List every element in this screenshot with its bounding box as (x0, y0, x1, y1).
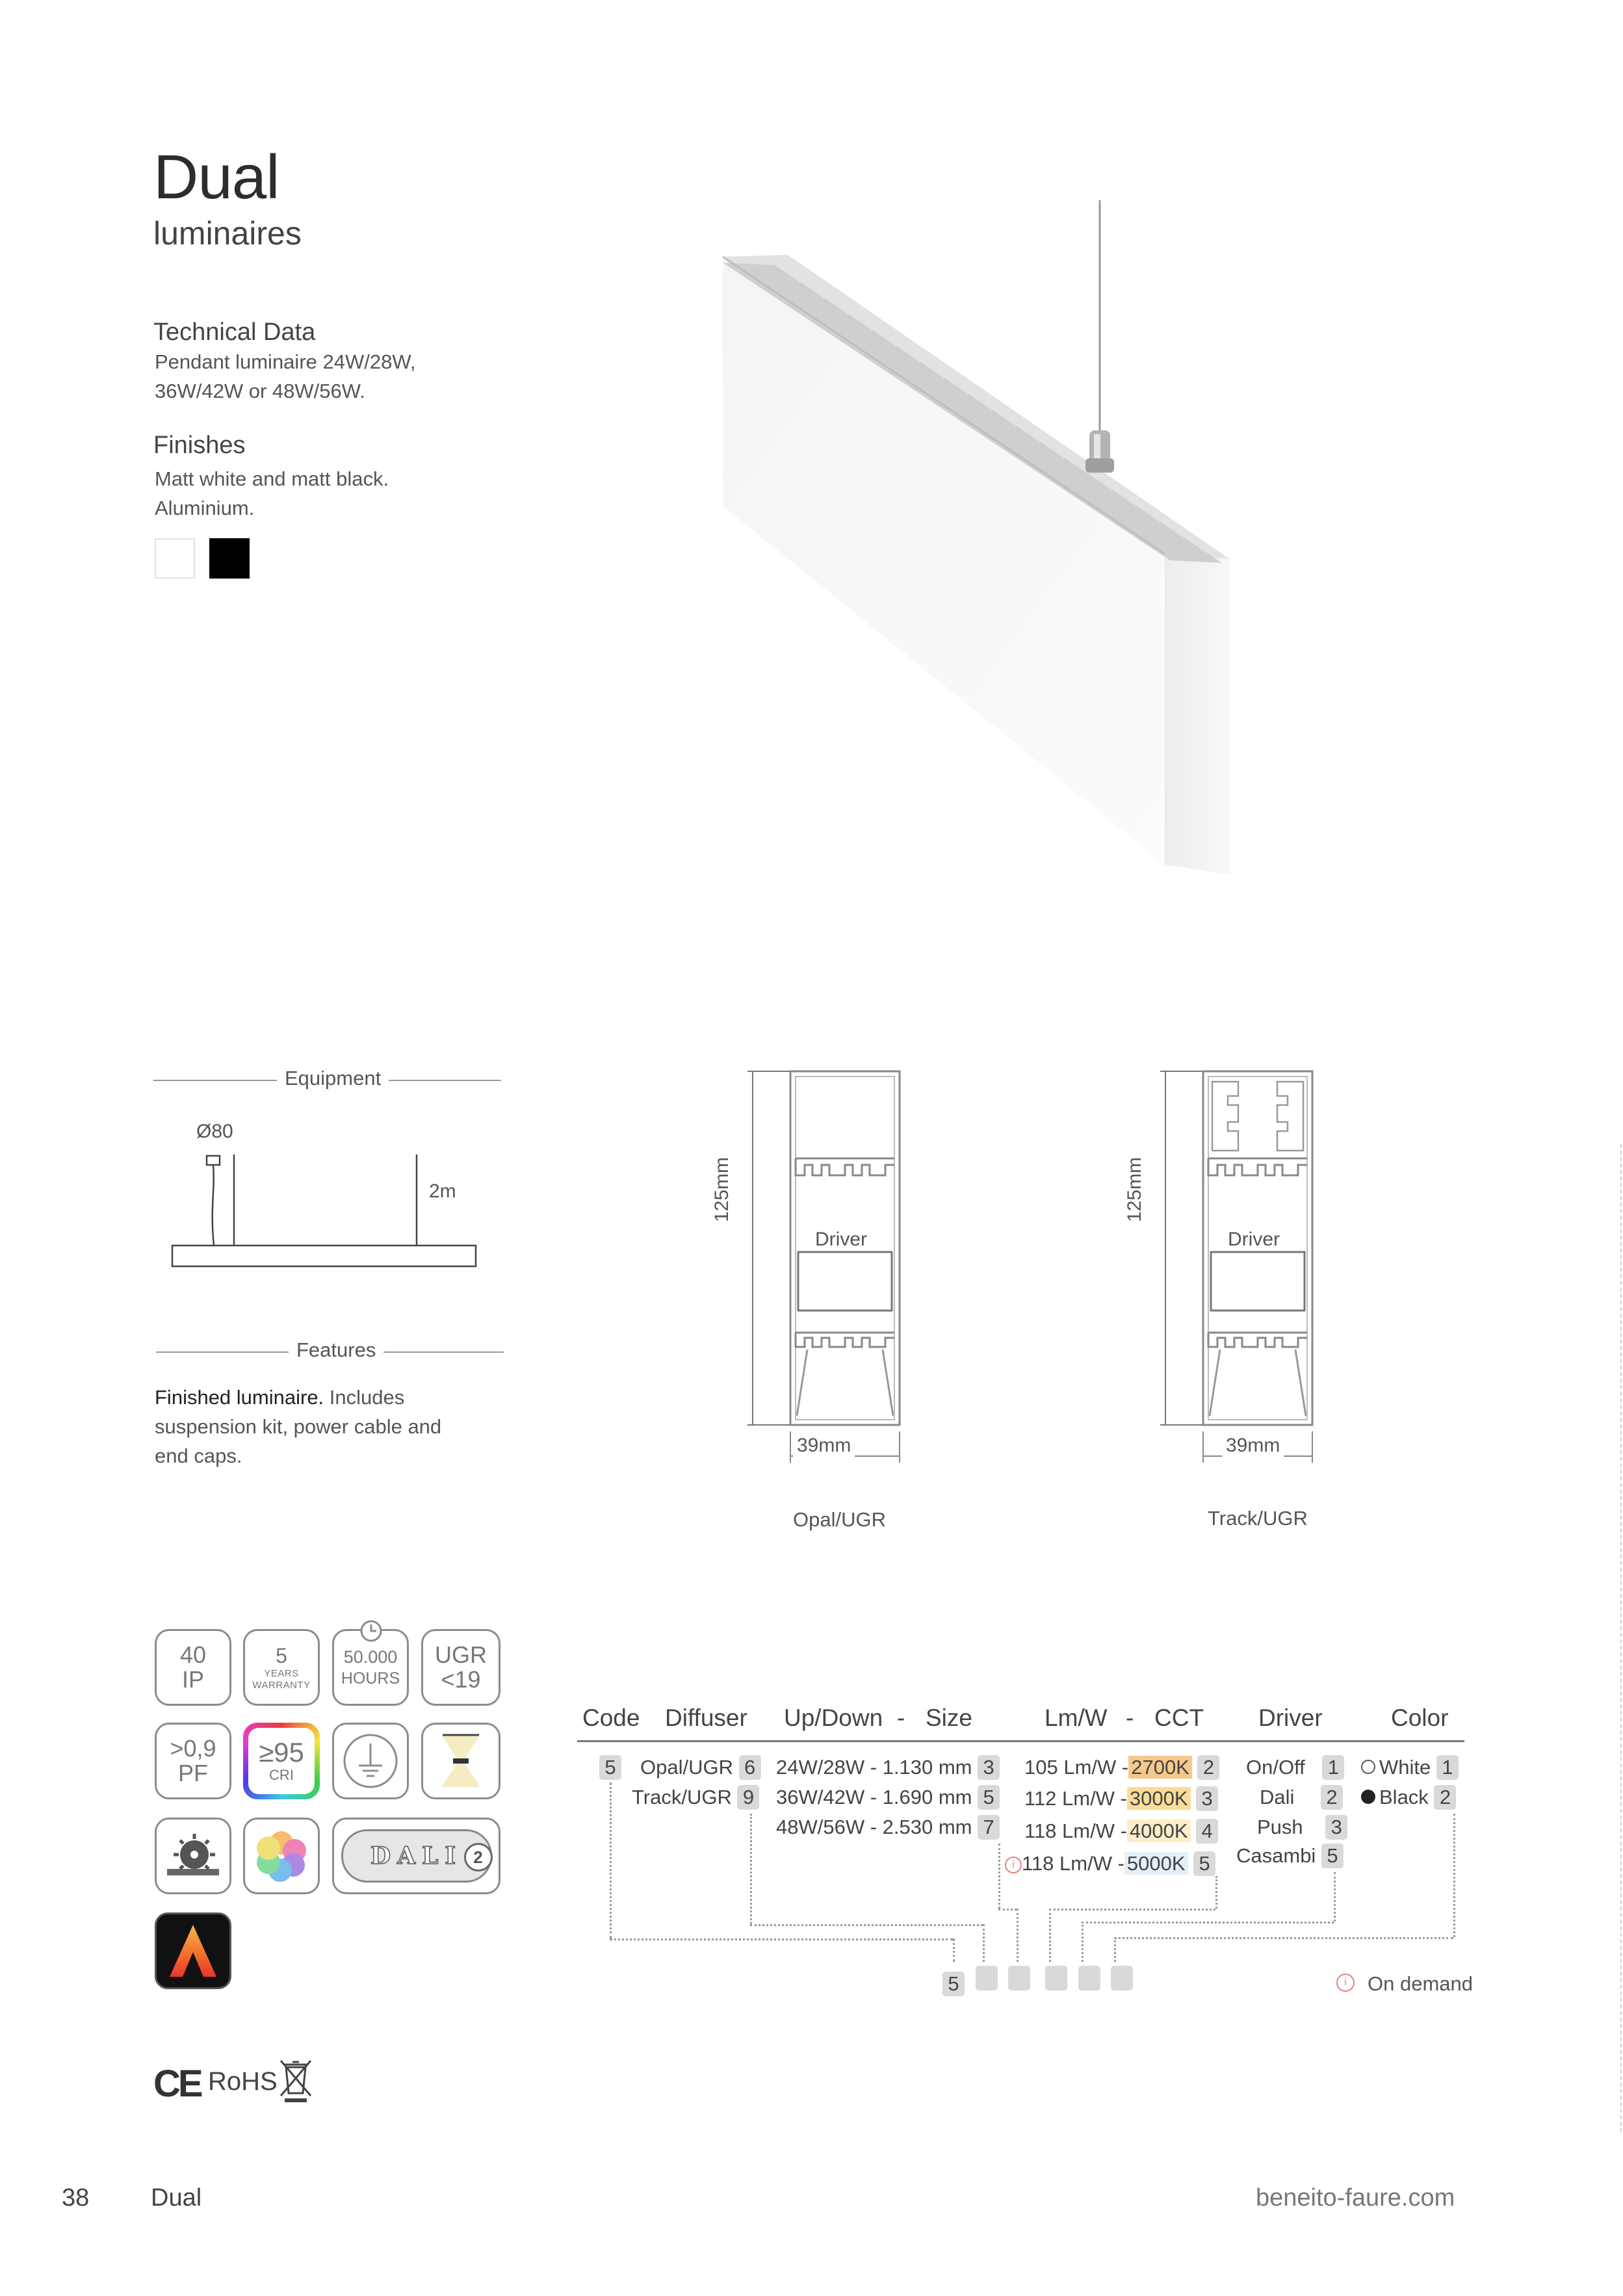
white-dot-icon (1361, 1760, 1375, 1774)
features-line: end caps. (155, 1444, 242, 1467)
option-number: 1 (1322, 1755, 1344, 1780)
cct-value: 5000K (1124, 1852, 1188, 1875)
option-number: 6 (739, 1755, 761, 1780)
result-slot (1008, 1966, 1030, 1990)
ce-mark: CE (153, 2063, 201, 2105)
rgb-color-icon (243, 1818, 320, 1894)
option-label: 48W/56W - 2.530 mm (776, 1816, 972, 1838)
warranty-value: 5 (276, 1643, 287, 1667)
col-header-diffuser: Diffuser (665, 1704, 747, 1731)
cable-length-label: 2m (429, 1181, 456, 1202)
result-slot (976, 1966, 998, 1990)
ugr-icon (421, 1629, 500, 1706)
driver-label: Driver (815, 1229, 867, 1250)
code-number: 5 (599, 1755, 621, 1780)
footer-product-name: Dual (151, 2184, 202, 2211)
option-label: 36W/42W - 1.690 mm (776, 1786, 972, 1808)
connector-line (953, 1938, 955, 1962)
ip-rating-icon (155, 1629, 231, 1706)
section-opal-drawing (715, 1060, 923, 1476)
technical-line: 36W/42W or 48W/56W. (155, 380, 365, 402)
option-number: 9 (737, 1785, 759, 1810)
features-heading: Features (289, 1338, 383, 1362)
option-label: 24W/28W - 1.130 mm (776, 1756, 972, 1779)
col-header-updown: Up/Down (784, 1704, 883, 1731)
hours-value: 50.000 (343, 1647, 398, 1667)
section-caption: Opal/UGR (793, 1508, 886, 1531)
cct-value: 3000K (1127, 1787, 1191, 1810)
connector-line (1082, 1922, 1084, 1962)
connector-line (998, 1909, 1017, 1911)
features-line: suspension kit, power cable and (155, 1415, 442, 1438)
cct-option (1024, 1819, 1218, 1844)
features-text-part: Includes (324, 1386, 405, 1409)
col-header-dash: - (897, 1704, 905, 1731)
header-rule (577, 1740, 1464, 1742)
result-slot (1078, 1966, 1100, 1990)
warranty-label: WARRANTY (252, 1679, 311, 1691)
option-label: White (1379, 1756, 1431, 1779)
hours-label: HOURS (341, 1669, 400, 1688)
option-number: 4 (1196, 1819, 1218, 1844)
footer-website-link[interactable]: beneito-faure.com (1256, 2184, 1455, 2211)
cct-option (1024, 1755, 1219, 1780)
features-bold: Finished luminaire. (155, 1386, 324, 1409)
option-label: Black (1379, 1786, 1429, 1808)
height-dimension: 125mm (1124, 1156, 1145, 1222)
result-code (942, 1966, 1133, 1996)
col-header-size: Size (926, 1704, 972, 1731)
connector-line (750, 1924, 983, 1926)
driver-option (1236, 1844, 1344, 1868)
finishes-heading: Finishes (153, 432, 246, 459)
option-label: Track/UGR (632, 1786, 732, 1808)
warranty-label: YEARS (264, 1667, 299, 1679)
efficacy-label: 118 Lm/W - (1022, 1852, 1124, 1875)
driver-option (1257, 1815, 1347, 1840)
technical-heading: Technical Data (153, 319, 316, 346)
size-option (776, 1785, 1000, 1810)
col-header-lmw: Lm/W (1045, 1704, 1108, 1731)
pf-value: >0,9 (170, 1735, 216, 1762)
connector-line (1049, 1909, 1051, 1962)
up-down-light-icon (421, 1723, 500, 1799)
page-subtitle: luminaires (153, 215, 302, 252)
dali-2-icon (332, 1818, 500, 1894)
option-number: 3 (1325, 1815, 1347, 1840)
cri-icon (243, 1723, 320, 1799)
width-dimension: 39mm (793, 1435, 855, 1457)
features-text (155, 1383, 441, 1470)
driver-option (1246, 1755, 1344, 1780)
color-option (1361, 1755, 1459, 1780)
dali-text: DALI (370, 1842, 463, 1870)
option-label: Dali (1260, 1786, 1295, 1808)
option-number: 3 (1196, 1786, 1218, 1811)
cct-value: 2700K (1128, 1756, 1192, 1779)
suspension-diagram (166, 1151, 491, 1274)
option-number: 1 (1436, 1755, 1459, 1780)
diffuser-option (640, 1755, 761, 1780)
option-label: On/Off (1246, 1756, 1305, 1779)
page-title: Dual (153, 142, 279, 212)
col-header-driver: Driver (1258, 1704, 1323, 1731)
page-number: 38 (62, 2184, 90, 2211)
option-label: Casambi (1236, 1844, 1316, 1867)
option-number: 2 (1197, 1755, 1219, 1780)
dali-version: 2 (464, 1843, 493, 1872)
code-cell (599, 1755, 621, 1780)
technical-line: Pendant luminaire 24W/28W, (155, 350, 416, 373)
info-icon: i (1336, 1974, 1355, 1992)
result-slot (1045, 1966, 1067, 1990)
connector-line (750, 1814, 752, 1924)
efficacy-label: 105 Lm/W - (1024, 1756, 1129, 1779)
finishes-text (155, 464, 389, 523)
weee-bin-icon (278, 2057, 313, 2104)
diffuser-option (632, 1785, 759, 1810)
black-dot-icon (1361, 1790, 1375, 1804)
option-label: Push (1257, 1816, 1303, 1838)
technical-text (155, 347, 416, 406)
on-demand-info-icon: i (1005, 1857, 1022, 1873)
ugr-label: UGR (435, 1641, 487, 1668)
height-dimension: 125mm (711, 1156, 733, 1222)
ip-value: 40 (179, 1641, 207, 1668)
option-number: 2 (1434, 1785, 1456, 1810)
driver-label: Driver (1228, 1229, 1280, 1250)
width-dimension: 39mm (1222, 1435, 1284, 1457)
result-slot (1111, 1966, 1133, 1990)
connector-line (983, 1924, 985, 1962)
cct-value: 4000K (1127, 1820, 1191, 1842)
section-track-drawing (1128, 1060, 1336, 1476)
connector-line (1082, 1922, 1334, 1924)
casambi-app-icon (155, 1912, 231, 1989)
color-option (1361, 1785, 1456, 1810)
option-number: 5 (1321, 1844, 1344, 1868)
connector-line (1334, 1872, 1336, 1922)
option-number: 5 (978, 1785, 1000, 1810)
finishes-line: Matt white and matt black. (155, 467, 389, 490)
option-number: 3 (978, 1755, 1000, 1780)
earth-ground-icon (332, 1723, 409, 1799)
cri-label: CRI (269, 1767, 294, 1783)
option-number: 2 (1321, 1785, 1343, 1810)
connector-line (1114, 1937, 1116, 1962)
black-swatch (209, 538, 250, 579)
option-number: 5 (1193, 1851, 1215, 1876)
rohs-mark: RoHS (208, 2067, 278, 2096)
connector-line (610, 1938, 953, 1940)
clock-icon (359, 1619, 383, 1643)
efficacy-label: 112 Lm/W - (1024, 1787, 1127, 1810)
size-option (776, 1815, 1000, 1840)
warranty-icon (243, 1629, 320, 1706)
size-option (776, 1755, 1000, 1780)
col-header-color: Color (1391, 1704, 1449, 1731)
connector-line (1215, 1876, 1217, 1909)
finishes-line: Aluminium. (155, 497, 255, 519)
connector-line (1114, 1937, 1453, 1939)
ip-label: IP (181, 1666, 204, 1693)
equipment-heading: Equipment (277, 1067, 389, 1090)
connector-line (1049, 1909, 1215, 1911)
section-caption: Track/UGR (1208, 1507, 1308, 1530)
pf-label: PF (177, 1760, 208, 1786)
cct-option (1005, 1851, 1215, 1876)
product-image (715, 195, 1248, 878)
cut-to-size-icon (155, 1818, 231, 1894)
option-number: 7 (978, 1815, 1000, 1840)
ugr-value: <19 (441, 1666, 481, 1693)
cct-option (1024, 1786, 1218, 1811)
white-swatch (155, 538, 195, 579)
option-label: Opal/UGR (640, 1756, 733, 1779)
connector-line (1453, 1814, 1455, 1937)
cri-value: ≥95 (259, 1737, 304, 1768)
connector-line (998, 1844, 1000, 1909)
connector-line (610, 1782, 612, 1938)
connector-line (1017, 1909, 1019, 1962)
col-header-code: Code (582, 1704, 640, 1731)
margin-guide (1620, 1144, 1622, 2132)
driver-option (1260, 1785, 1343, 1810)
diameter-label: Ø80 (196, 1121, 233, 1142)
on-demand-label: On demand (1368, 1972, 1473, 1995)
col-header-dash: - (1126, 1704, 1134, 1731)
col-header-cct: CCT (1154, 1704, 1204, 1731)
result-first-digit: 5 (942, 1972, 965, 1996)
efficacy-label: 118 Lm/W - (1024, 1820, 1127, 1842)
power-factor-icon (155, 1723, 231, 1799)
